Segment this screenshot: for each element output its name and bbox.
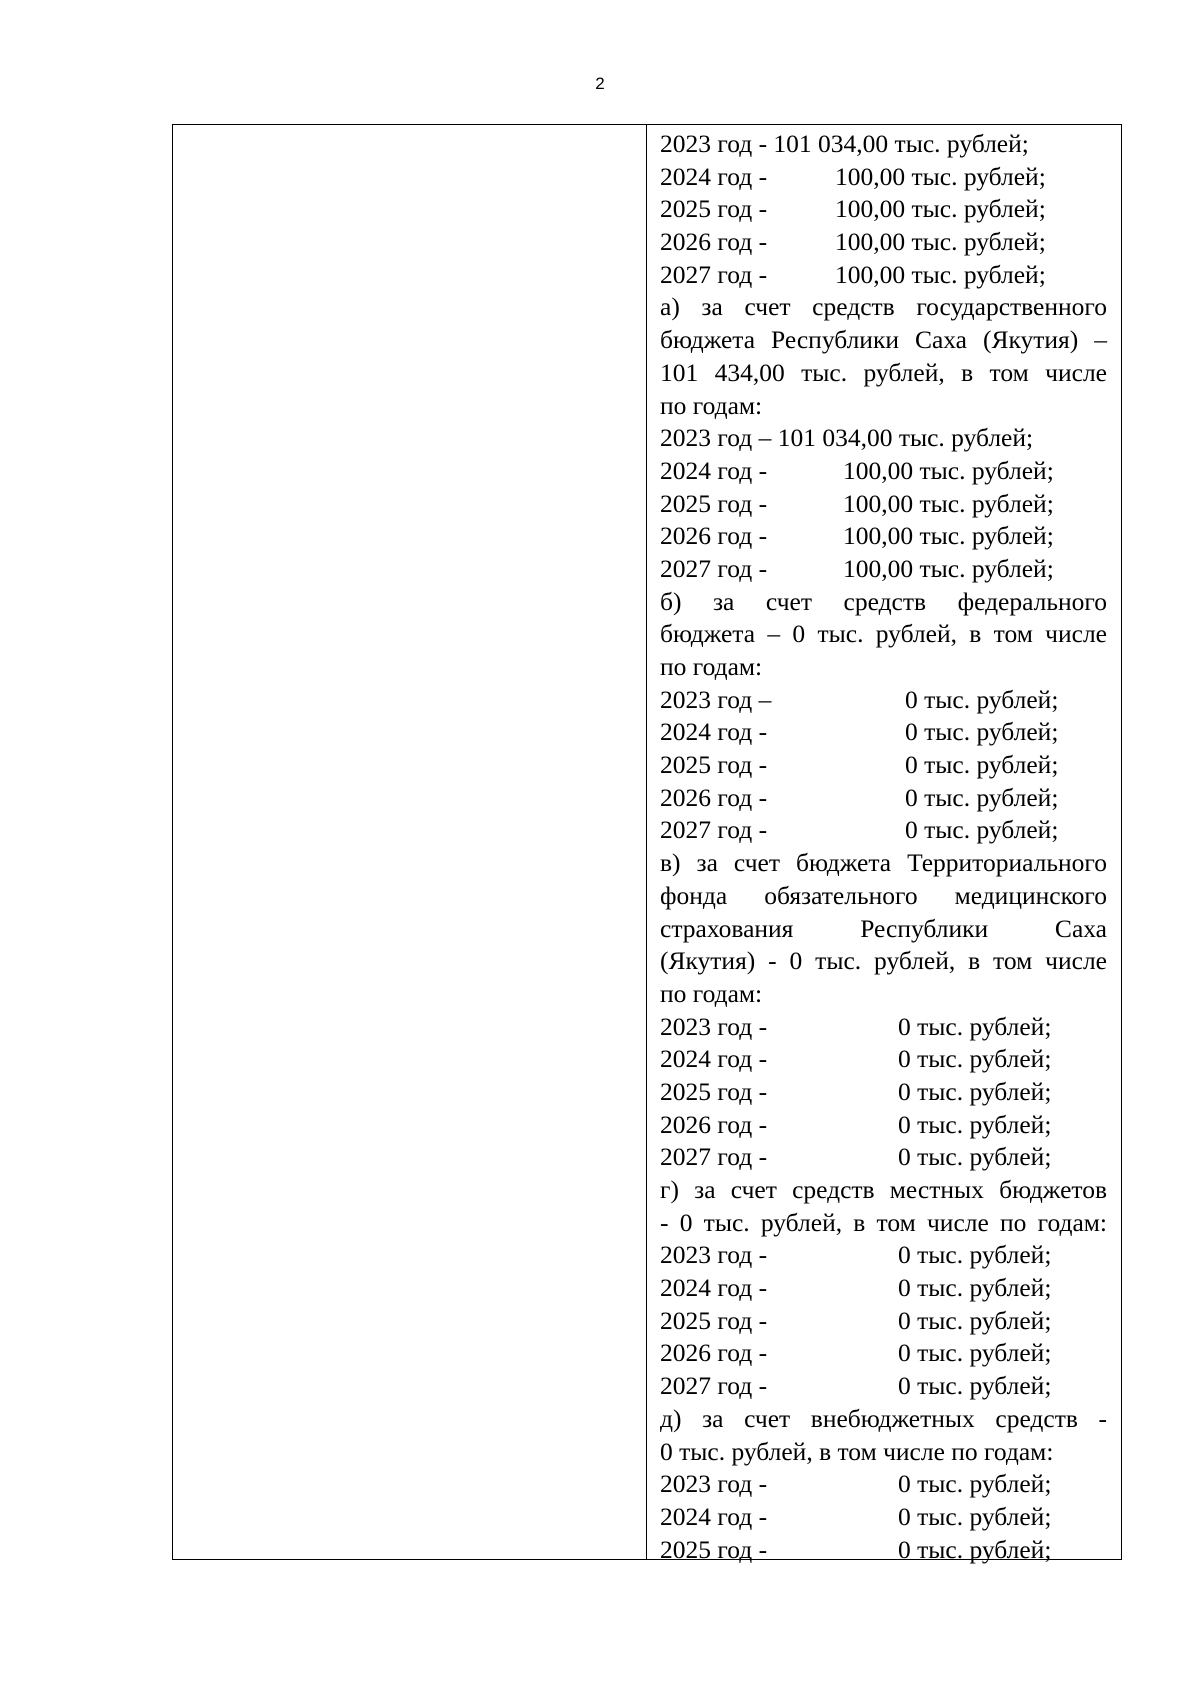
text-line: по годам: <box>660 390 763 420</box>
amount-value: 100,00 тыс. рублей; <box>843 553 1054 583</box>
amount-value: 0 тыс. рублей; <box>898 1371 1052 1401</box>
amount-value: 0 тыс. рублей; <box>898 1273 1052 1303</box>
year-amount-line <box>660 716 1107 749</box>
year-amount-line <box>660 520 1107 553</box>
year-amount-line <box>660 488 1107 521</box>
text-line: 2023 год - 101 034,00 тыс. рублей; <box>660 129 1029 158</box>
amount-value: 100,00 тыс. рублей; <box>835 194 1046 224</box>
year-amount-line <box>660 1501 1107 1534</box>
year-amount-line <box>660 553 1107 586</box>
amount-value: 100,00 тыс. рублей; <box>835 259 1046 289</box>
amount-value: 0 тыс. рублей; <box>898 1469 1052 1499</box>
year-amount-line <box>660 1305 1107 1338</box>
year-label: 2025 год - <box>660 1534 768 1564</box>
amount-value: 0 тыс. рублей; <box>898 1011 1052 1041</box>
year-amount-line <box>660 1239 1107 1272</box>
amount-value: 100,00 тыс. рублей; <box>843 488 1054 518</box>
paragraph-line: в) за счет бюджета Территориального <box>660 848 1107 878</box>
amount-value: 0 тыс. рублей; <box>898 1240 1052 1270</box>
amount-value: 0 тыс. рублей; <box>898 1142 1052 1172</box>
year-amount-line <box>660 1011 1107 1044</box>
year-amount-line <box>660 814 1107 847</box>
year-label: 2023 год – <box>660 684 772 714</box>
amount-value: 0 тыс. рублей; <box>898 1044 1052 1074</box>
amount-value: 0 тыс. рублей; <box>898 1305 1052 1335</box>
amount-value: 0 тыс. рублей; <box>905 684 1059 714</box>
year-label: 2027 год - <box>660 259 768 289</box>
page-number: 2 <box>595 74 605 93</box>
amount-value: 0 тыс. рублей; <box>898 1109 1052 1139</box>
year-amount-line <box>660 684 1107 717</box>
amount-value: 0 тыс. рублей; <box>898 1501 1052 1531</box>
year-label: 2023 год - <box>660 1469 768 1499</box>
year-amount-line <box>660 1534 1107 1567</box>
paragraph-line: а) за счет средств государственного <box>660 292 1107 322</box>
year-label: 2025 год - <box>660 1305 768 1335</box>
amount-value: 0 тыс. рублей; <box>905 750 1059 780</box>
amount-value: 100,00 тыс. рублей; <box>835 161 1046 191</box>
paragraph-line: б) за счет средств федерального <box>660 586 1107 616</box>
funding-details-cell <box>660 128 1107 1566</box>
amount-value: 0 тыс. рублей; <box>898 1338 1052 1368</box>
year-amount-line <box>660 226 1107 259</box>
text-line: 0 тыс. рублей, в том числе по годам: <box>660 1436 1054 1466</box>
year-label: 2026 год - <box>660 1338 768 1368</box>
amount-value: 0 тыс. рублей; <box>905 717 1059 747</box>
year-label: 2024 год - <box>660 717 768 747</box>
year-label: 2026 год - <box>660 521 768 551</box>
paragraph-line: фонда обязательного медицинского <box>660 880 1107 910</box>
year-amount-line <box>660 1337 1107 1370</box>
text-line: по годам: <box>660 978 763 1008</box>
year-amount-line <box>660 1076 1107 1109</box>
text-line: 2023 год – 101 034,00 тыс. рублей; <box>660 423 1034 453</box>
year-label: 2025 год - <box>660 1076 768 1106</box>
paragraph-line: бюджета – 0 тыс. рублей, в том числе <box>660 619 1107 649</box>
amount-value: 0 тыс. рублей; <box>905 815 1059 845</box>
year-label: 2024 год - <box>660 1273 768 1303</box>
year-label: 2024 год - <box>660 161 768 191</box>
year-label: 2026 год - <box>660 782 768 812</box>
amount-value: 0 тыс. рублей; <box>898 1076 1052 1106</box>
paragraph-line: (Якутия) - 0 тыс. рублей, в том числе <box>660 946 1107 976</box>
year-label: 2024 год - <box>660 1044 768 1074</box>
amount-value: 0 тыс. рублей; <box>905 782 1059 812</box>
year-amount-line <box>660 1370 1107 1403</box>
year-label: 2026 год - <box>660 1109 768 1139</box>
year-label: 2027 год - <box>660 1371 768 1401</box>
column-divider <box>646 125 647 1559</box>
amount-value: 0 тыс. рублей; <box>898 1534 1052 1564</box>
text-line: по годам: <box>660 652 763 681</box>
year-amount-line <box>660 161 1107 194</box>
year-label: 2023 год - <box>660 1011 768 1041</box>
year-amount-line <box>660 455 1107 488</box>
year-amount-line <box>660 1468 1107 1501</box>
paragraph-line: г) за счет средств местных бюджетов <box>660 1175 1107 1204</box>
year-amount-line <box>660 1141 1107 1174</box>
year-amount-line <box>660 1109 1107 1142</box>
year-label: 2025 год - <box>660 194 768 224</box>
paragraph-line: - 0 тыс. рублей, в том числе по годам: <box>660 1207 1107 1237</box>
year-amount-line <box>660 782 1107 815</box>
funding-table <box>172 124 1122 1564</box>
year-label: 2026 год - <box>660 227 768 257</box>
year-amount-line <box>660 193 1107 226</box>
year-label: 2027 год - <box>660 553 768 583</box>
year-label: 2025 год - <box>660 488 768 518</box>
year-label: 2024 год - <box>660 455 768 485</box>
year-label: 2027 год - <box>660 1142 768 1172</box>
amount-value: 100,00 тыс. рублей; <box>843 455 1054 485</box>
paragraph-line: д) за счет внебюджетных средств - <box>660 1403 1107 1433</box>
year-label: 2024 год - <box>660 1501 768 1531</box>
year-label: 2023 год - <box>660 1240 768 1270</box>
year-amount-line <box>660 749 1107 782</box>
year-label: 2027 год - <box>660 815 768 845</box>
paragraph-line: бюджета Республики Саха (Якутия) – <box>660 325 1107 355</box>
year-label: 2025 год - <box>660 750 768 780</box>
amount-value: 100,00 тыс. рублей; <box>835 227 1046 257</box>
paragraph-line: 101 434,00 тыс. рублей, в том числе <box>660 357 1107 387</box>
amount-value: 100,00 тыс. рублей; <box>843 521 1054 551</box>
year-amount-line <box>660 259 1107 292</box>
year-amount-line <box>660 1272 1107 1305</box>
paragraph-line: страхования Республики Саха <box>660 913 1107 943</box>
year-amount-line <box>660 1043 1107 1076</box>
